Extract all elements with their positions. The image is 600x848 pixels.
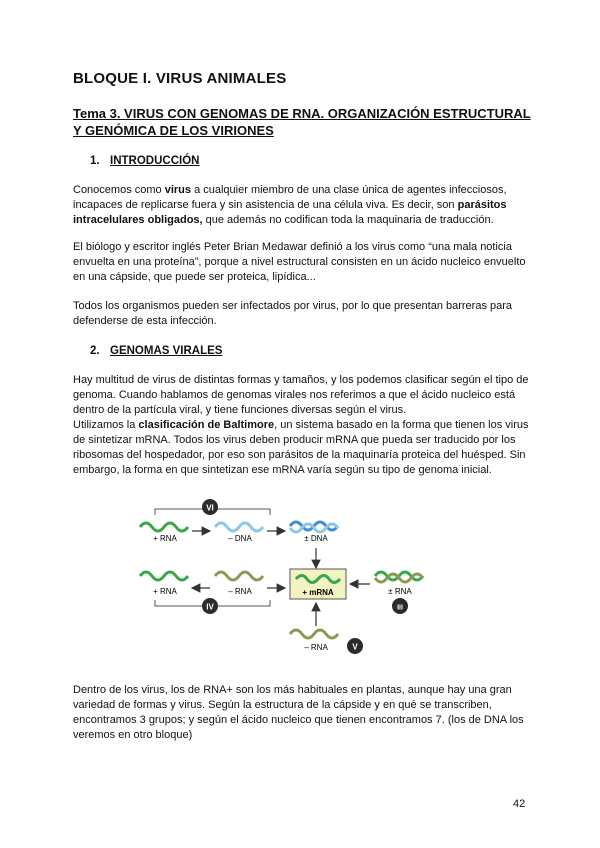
section-title: GENOMAS VIRALES — [110, 345, 223, 357]
section-title: INTRODUCCIÓN — [110, 155, 200, 167]
section-number: 1. — [90, 155, 100, 167]
dna-minus-wave — [215, 523, 263, 531]
section-heading-introduccion — [90, 155, 199, 167]
group-vi-label: VI — [206, 503, 214, 513]
paragraph-medawar: El biólogo y escritor inglés Peter Brian Medawar definió a los virus como “una mala noticia envuelta en una proteína”, porque a nivel estructural consisten en un ácido nucleico envuelto en una cápside, que puede ser proteica, lipídica... — [73, 241, 526, 283]
tema-title: Tema 3. VIRUS CON GENOMAS DE RNA. ORGANIZACIÓN ESTRUCTURAL Y GENÓMICA DE LOS VIRIONES — [73, 106, 531, 138]
label-mid-rna: + RNA — [153, 587, 177, 596]
bold-term-parasitos: parásitos intracelulares obligados, — [73, 199, 507, 226]
group-iii-badge — [392, 598, 408, 614]
paragraph-virus-definition — [73, 183, 533, 228]
text-span: Hay multitud de virus de distintas formas y tamaños, y los podemos clasificar según el tipo de genoma. Cuando hablamos de genomas virales nos referimos a que el ácido nucleico está dentro de la partícula viral, y tiene funciones diversas según el virus. — [73, 374, 529, 416]
text-span: Conocemos como — [73, 184, 165, 196]
baltimore-diagram — [130, 496, 450, 661]
rna-plus-wave-mid — [140, 572, 188, 580]
group-v-badge — [347, 638, 363, 654]
group-vi-badge — [202, 499, 218, 515]
text-span: a cualquier miembro de una clase única de agentes infecciosos, incapaces de replicarse fuera y sin asistencia de una célula viva. Es decir, son — [73, 184, 507, 211]
label-top-dsdna: ± DNA — [304, 534, 328, 543]
label-mrna: + mRNA — [302, 588, 334, 597]
section-heading-genomas-virales — [90, 345, 222, 357]
label-top-rna: + RNA — [153, 534, 177, 543]
bold-term-baltimore: clasificación de Baltimore — [138, 419, 275, 431]
text-span: Utilizamos la — [73, 419, 139, 431]
paragraph-infection-barriers: Todos los organismos pueden ser infectados por virus, por lo que presentan barreras para defenderse de esta infección. — [73, 300, 513, 327]
section-number: 2. — [90, 345, 100, 357]
rna-plus-wave-top — [140, 523, 188, 531]
label-bottom-neg-rna: – RNA — [304, 643, 328, 652]
page-number: 42 — [513, 798, 526, 810]
bloque-title: BLOQUE I. VIRUS ANIMALES — [73, 70, 287, 87]
rna-minus-wave-mid — [215, 572, 263, 580]
group-iv-badge — [202, 598, 218, 614]
group-v-label: V — [352, 642, 358, 652]
bold-term-virus: virus — [164, 184, 192, 196]
rna-minus-wave-bottom — [290, 630, 338, 638]
label-top-dna: – DNA — [228, 534, 252, 543]
text-span: que además no codifican toda la maquinaria de traducción. — [202, 214, 494, 226]
paragraph-rna-viruses-plants: Dentro de los virus, los de RNA+ son los más habituales en plantas, aunque hay una gran variedad de formas y virus. Según la estructura de la cápside y en qué se transcriben, encontramos 3 grupos; y según el ácido nucleico que tienen encontramos 7. (los de DNA los veremos en otro bloque) — [73, 684, 524, 741]
group-iv-label: IV — [206, 602, 214, 612]
text-span: , un sistema basado en la forma que tienen los virus de sintetizar mRNA. Todos los virus deben producir mRNA que pueda ser traducido por los ribosomas del hospedador, por eso son parásitos de la maquinaría proteica del huésped. Sin embargo, la forma en que sintetizan ese mRNA varía según su tipo de genoma inicial. — [73, 419, 529, 476]
label-mid-neg-rna: – RNA — [228, 587, 252, 596]
group-iii-label: III — [397, 604, 403, 612]
label-ds-rna: ± RNA — [388, 587, 412, 596]
paragraph-genome-classification — [73, 373, 533, 478]
